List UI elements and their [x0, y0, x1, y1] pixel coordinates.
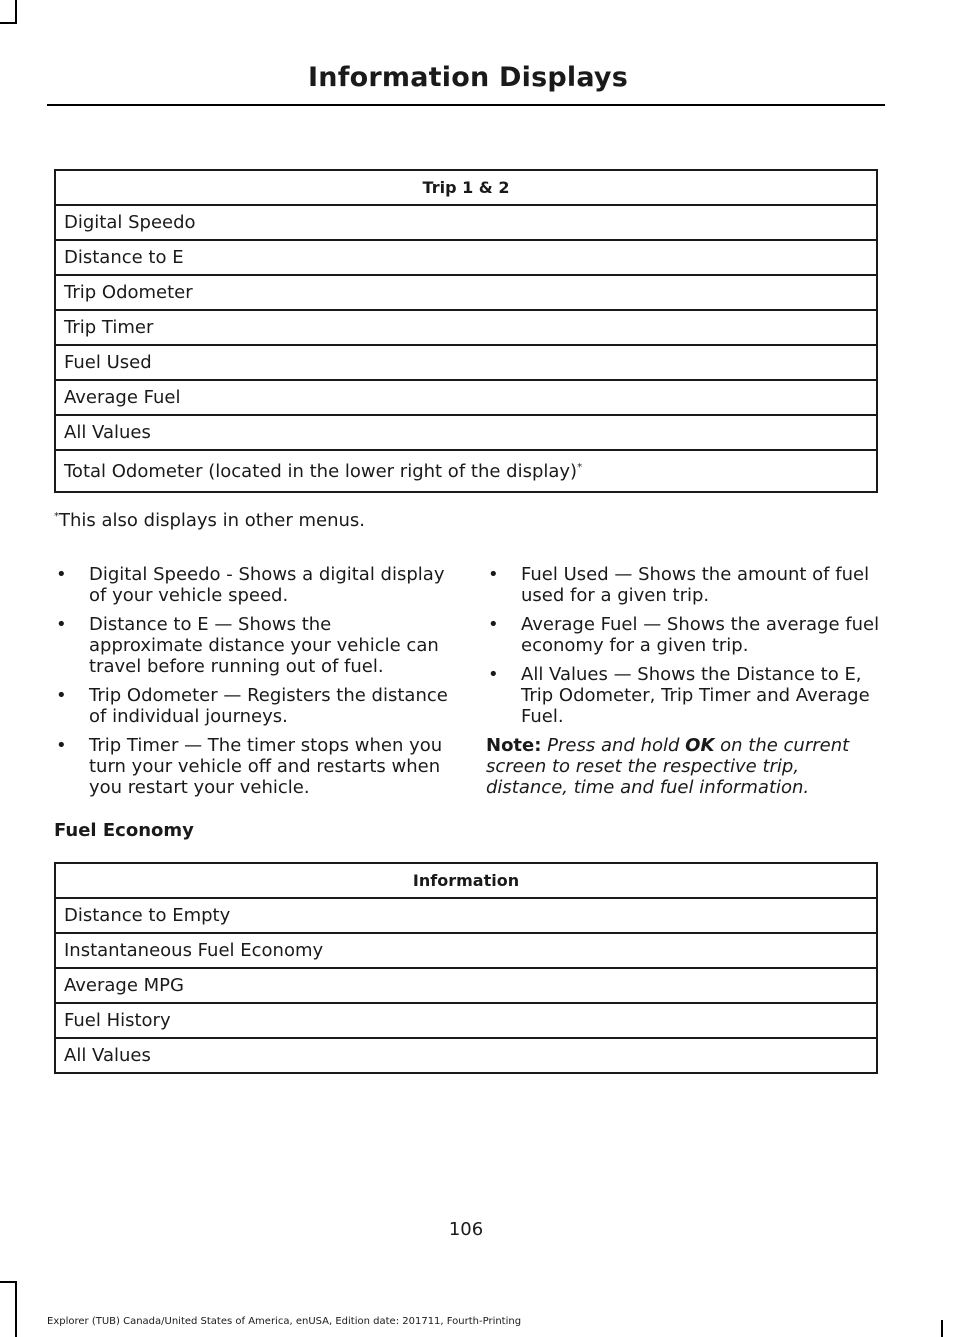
bullet-list-right: [486, 564, 882, 727]
list-item: [486, 614, 882, 656]
table-row: Fuel Used: [55, 345, 877, 380]
bullet-icon: •: [56, 735, 67, 756]
total-odometer-label: Total Odometer (located in the lower right of the display): [64, 460, 578, 482]
page-number: 106: [448, 1219, 484, 1240]
bullet-icon: •: [488, 614, 499, 635]
table-row: All Values: [55, 1038, 877, 1073]
edition-footer: Explorer (TUB) Canada/United States of America, enUSA, Edition date: 201711, Fourth-Printing: [47, 1316, 522, 1327]
table-row: Trip Timer: [55, 310, 877, 345]
crop-mark-bottom-left: [0, 1281, 17, 1283]
list-item-text: Average Fuel — Shows the average fuel economy for a given trip.: [521, 614, 880, 656]
list-item-text: Fuel Used — Shows the amount of fuel used for a given trip.: [521, 564, 870, 606]
crop-mark-top-left: [15, 0, 17, 22]
section-heading-fuel-economy: Fuel Economy: [54, 820, 194, 841]
information-table: [54, 862, 878, 1074]
right-column: [486, 564, 882, 798]
table-row: All Values: [55, 415, 877, 450]
footnote-mark: *: [577, 461, 583, 473]
bullet-list-left: [54, 564, 450, 798]
bullet-icon: •: [56, 685, 67, 706]
list-item-text: Trip Timer — The timer stops when you turn your vehicle off and restarts when you restart your vehicle.: [89, 735, 443, 798]
table-row: Average MPG: [55, 968, 877, 1003]
table-row: Digital Speedo: [55, 205, 877, 240]
footnote-text: This also displays in other menus.: [59, 510, 365, 531]
list-item: [486, 564, 882, 606]
bullet-icon: •: [488, 664, 499, 685]
list-item-text: Trip Odometer — Registers the distance of individual journeys.: [89, 685, 448, 727]
table-row: Distance to E: [55, 240, 877, 275]
crop-mark-bottom-left: [15, 1281, 17, 1337]
list-item-text: Distance to E — Shows the approximate distance your vehicle can travel before running out of fuel.: [89, 614, 439, 677]
list-item: [486, 664, 882, 727]
table-row: Trip Odometer: [55, 275, 877, 310]
list-item-text: Digital Speedo - Shows a digital display of your vehicle speed.: [89, 564, 445, 606]
page-title: Information Displays: [308, 62, 628, 93]
footnote-mark: *: [54, 511, 59, 522]
table-row-total-odometer: [55, 450, 877, 492]
note-key: OK: [685, 735, 715, 756]
crop-mark-top-left: [0, 22, 17, 24]
list-item: [54, 564, 450, 606]
table-row: Average Fuel: [55, 380, 877, 415]
list-item: [54, 685, 450, 727]
list-item: [54, 614, 450, 677]
footnote: [54, 510, 365, 531]
crop-mark-bottom-right: [941, 1320, 943, 1337]
trip-menu-table: [54, 169, 878, 493]
note-label: Note:: [486, 735, 542, 756]
bullet-icon: •: [56, 614, 67, 635]
info-table-heading: Information: [55, 863, 877, 898]
bullet-icon: •: [56, 564, 67, 585]
note-text-after: on the current screen to reset the respective trip, distance, time and fuel information.: [486, 735, 850, 798]
table-row: Fuel History: [55, 1003, 877, 1038]
trip-table-heading: Trip 1 & 2: [55, 170, 877, 205]
header-rule: [47, 104, 885, 106]
left-column: [54, 564, 450, 806]
note: [486, 735, 882, 798]
note-text-before: Press and hold: [541, 735, 686, 756]
table-row: Distance to Empty: [55, 898, 877, 933]
bullet-icon: •: [488, 564, 499, 585]
table-row: Instantaneous Fuel Economy: [55, 933, 877, 968]
list-item-text: All Values — Shows the Distance to E, Trip Odometer, Trip Timer and Average Fuel.: [521, 664, 870, 727]
list-item: [54, 735, 450, 798]
